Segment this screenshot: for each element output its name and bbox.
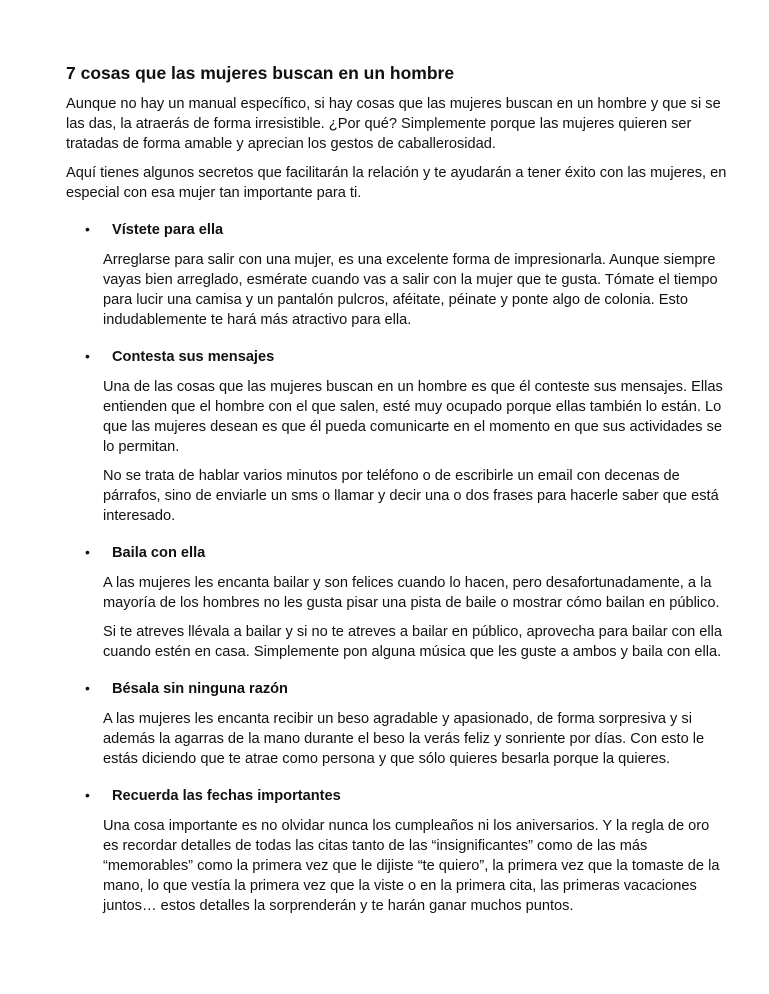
bullet-icon: •: [85, 544, 90, 560]
section-heading: Vístete para ella: [112, 222, 224, 238]
intro-paragraph: Aquí tienes algunos secretos que facilitarán la relación y te ayudarán a tener éxito con las mujeres, en especial con esa mujer tan importante para ti.: [66, 165, 727, 201]
section-contesta: [66, 346, 728, 526]
section-paragraph: Una cosa importante es no olvidar nunca los cumpleaños ni los aniversarios. Y la regla de oro es recordar detalles de todas las citas tanto de las “insignificantes” como de las más “memorables” como la primera vez que le dijiste “te quiero”, la primera vez que la tomaste de la mano, lo que vestía la primera vez que la viste o en la primera cita, las primeras vacaciones juntos… estos detalles la sorprenderán y te harán ganar muchos puntos.: [103, 818, 720, 914]
bullet-icon: •: [85, 680, 90, 696]
bullet-item: [66, 785, 728, 806]
bullet-icon: •: [85, 221, 90, 237]
section-paragraph: Arreglarse para salir con una mujer, es una excelente forma de impresionarla. Aunque siempre vayas bien arreglado, esmérate cuando vas a salir con la mujer que te gusta. Tómate el tiempo para lucir una camisa y un pantalón pulcros, aféitate, péinate y ponte algo de colonia. Esto indudablemente te hará más atractivo para ella.: [103, 252, 718, 328]
section-vistete: [66, 219, 728, 330]
section-paragraph: A las mujeres les encanta recibir un beso agradable y apasionado, de forma sorpresiva y si además la agarras de la mano durante el beso la verás feliz y sonriente por días. Con esto le estás diciendo que te atrae como persona y que sólo quieres besarla porque la quieres.: [103, 711, 705, 767]
bullet-item: [66, 219, 728, 240]
intro-paragraph: Aunque no hay un manual específico, si hay cosas que las mujeres buscan en un hombre y que si se las das, la atraerás de forma irresistible. ¿Por qué? Simplemente porque las mujeres quieren ser tratadas de forma amable y aprecian los gestos de caballerosidad.: [66, 96, 721, 152]
bullet-icon: •: [85, 787, 90, 803]
section-paragraph: A las mujeres les encanta bailar y son felices cuando lo hacen, pero desafortunadamente, a la mayoría de los hombres no les gusta pisar una pista de baile o mostrar cómo bailan en público.: [103, 575, 720, 611]
section-besala: [66, 678, 728, 769]
section-paragraph: No se trata de hablar varios minutos por teléfono o de escribirle un email con decenas de párrafos, sino de enviarle un sms o llamar y decir una o dos frases para hacerle saber que está interesado.: [103, 468, 719, 524]
section-paragraph: Si te atreves llévala a bailar y si no te atreves a bailar en público, aprovecha para bailar con ella cuando estén en casa. Simplemente pon alguna música que les guste a ambos y baila con ella.: [103, 624, 722, 660]
bullet-item: [66, 678, 728, 699]
section-recuerda: [66, 785, 728, 916]
section-heading: Baila con ella: [112, 545, 206, 561]
bullet-item: [66, 542, 728, 563]
section-heading: Recuerda las fechas importantes: [112, 788, 341, 804]
section-heading: Bésala sin ninguna razón: [112, 681, 288, 697]
bullet-item: [66, 346, 728, 367]
section-heading: Contesta sus mensajes: [112, 349, 275, 365]
bullet-icon: •: [85, 348, 90, 364]
section-baila: [66, 542, 728, 662]
document-title: 7 cosas que las mujeres buscan en un hombre: [66, 63, 455, 83]
section-paragraph: Una de las cosas que las mujeres buscan en un hombre es que él conteste sus mensajes. Ellas entienden que el hombre con el que salen, esté muy ocupado porque ellas también lo están. Lo que las mujeres desean es que él pueda comunicarte en el momento en que sus actividades se lo permitan.: [103, 379, 723, 455]
document-page: [66, 62, 728, 916]
